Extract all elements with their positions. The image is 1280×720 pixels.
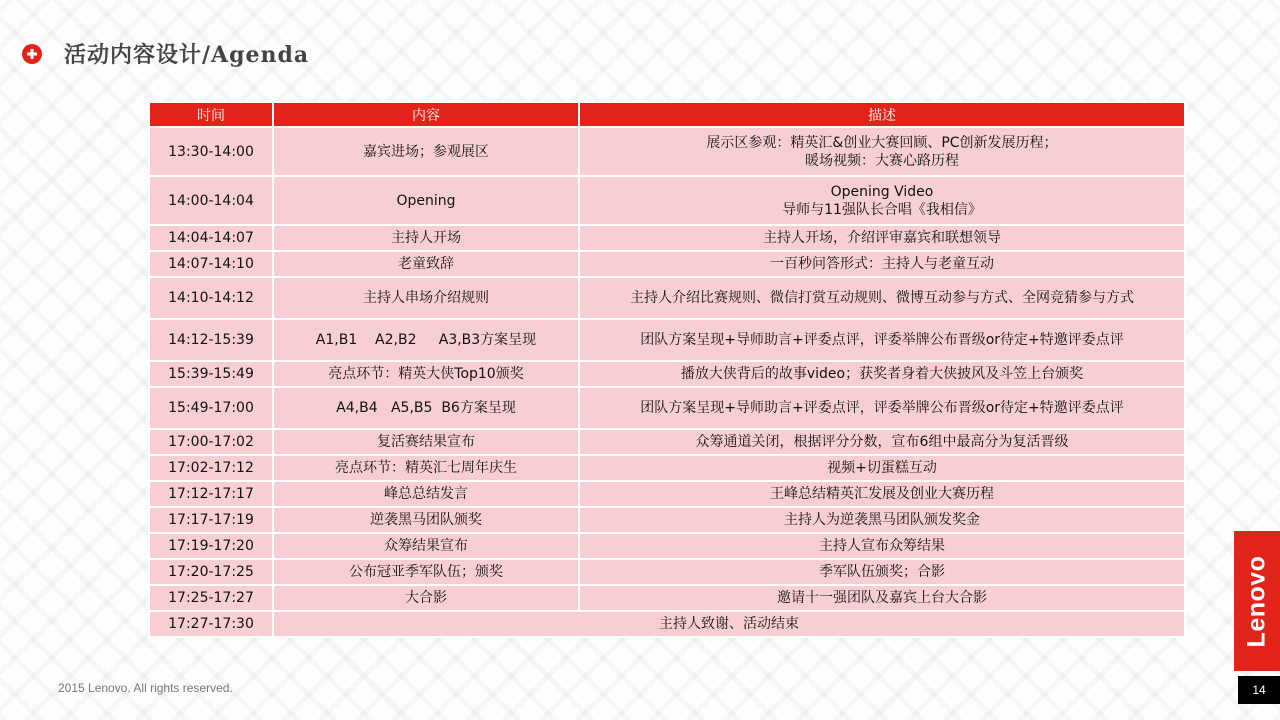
cell-content: 嘉宾进场；参观展区 — [273, 127, 579, 176]
cell-content: 老童致辞 — [273, 251, 579, 277]
description-line: 播放大侠背后的故事video；获奖者身着大侠披风及斗笠上台颁奖 — [680, 366, 1084, 382]
cell-time: 17:27-17:30 — [149, 611, 273, 637]
cell-content: 亮点环节：精英汇七周年庆生 — [273, 455, 579, 481]
cell-time: 17:02-17:12 — [149, 455, 273, 481]
table-row — [149, 251, 1185, 277]
column-header-content: 内容 — [273, 102, 579, 127]
table-header-row — [149, 102, 1185, 127]
cell-content: 大合影 — [273, 585, 579, 611]
description-line: 团队方案呈现+导师助言+评委点评，评委举牌公布晋级or待定+特邀评委点评 — [640, 400, 1124, 416]
column-header-description: 描述 — [579, 102, 1185, 127]
table-row — [149, 585, 1185, 611]
cell-description — [579, 277, 1185, 319]
cell-content: Opening — [273, 176, 579, 225]
cell-description — [579, 387, 1185, 429]
page-number: 14 — [1238, 676, 1280, 704]
cell-content: A4,B4 A5,B5 B6方案呈现 — [273, 387, 579, 429]
description-line: 一百秒问答形式：主持人与老童互动 — [770, 256, 994, 272]
cell-merged: 主持人致谢、活动结束 — [273, 611, 1185, 637]
lenovo-logo — [1234, 531, 1280, 671]
description-line: 团队方案呈现+导师助言+评委点评，评委举牌公布晋级or待定+特邀评委点评 — [640, 332, 1124, 348]
page-title: 活动内容设计/Agenda — [64, 42, 310, 68]
table-row — [149, 455, 1185, 481]
description-line: 众筹通道关闭，根据评分分数，宣布6组中最高分为复活晋级 — [695, 434, 1069, 450]
description-line: 展示区参观：精英汇&创业大赛回顾、PC创新发展历程； — [706, 134, 1058, 151]
cell-content: 公布冠亚季军队伍；颁奖 — [273, 559, 579, 585]
cell-description — [579, 585, 1185, 611]
cell-content: 复活赛结果宣布 — [273, 429, 579, 455]
agenda-body — [149, 127, 1185, 637]
copyright-text: 2015 Lenovo. All rights reserved. — [58, 681, 233, 695]
cell-description — [579, 429, 1185, 455]
cell-description — [579, 225, 1185, 251]
cell-time: 17:12-17:17 — [149, 481, 273, 507]
cell-content: A1,B1 A2,B2 A3,B3方案呈现 — [273, 319, 579, 361]
table-row — [149, 387, 1185, 429]
cell-content: 亮点环节：精英大侠Top10颁奖 — [273, 361, 579, 387]
title-bar — [22, 38, 309, 69]
cell-time: 14:12-15:39 — [149, 319, 273, 361]
table-row — [149, 429, 1185, 455]
cell-time: 13:30-14:00 — [149, 127, 273, 176]
table-row — [149, 176, 1185, 225]
cell-description — [579, 559, 1185, 585]
cell-time: 17:25-17:27 — [149, 585, 273, 611]
description-line: 邀请十一强团队及嘉宾上台大合影 — [777, 590, 987, 606]
table-row — [149, 533, 1185, 559]
cell-description — [579, 507, 1185, 533]
table-row — [149, 507, 1185, 533]
cell-time: 14:00-14:04 — [149, 176, 273, 225]
plus-circle-icon — [22, 44, 42, 64]
table-row — [149, 225, 1185, 251]
table-row — [149, 361, 1185, 387]
description-line: 王峰总结精英汇发展及创业大赛历程 — [770, 486, 994, 502]
description-line: 主持人开场，介绍评审嘉宾和联想领导 — [763, 230, 1001, 246]
cell-description — [579, 251, 1185, 277]
description-line: 视频+切蛋糕互动 — [827, 460, 937, 476]
description-line: 主持人介绍比赛规则、微信打赏互动规则、微博互动参与方式、全网竞猜参与方式 — [630, 290, 1134, 306]
table-row — [149, 127, 1185, 176]
description-line: 导师与11强队长合唱《我相信》 — [782, 201, 982, 218]
agenda-table — [148, 101, 1186, 638]
cell-time: 17:00-17:02 — [149, 429, 273, 455]
cell-content: 峰总总结发言 — [273, 481, 579, 507]
cell-time: 17:19-17:20 — [149, 533, 273, 559]
cell-content: 主持人串场介绍规则 — [273, 277, 579, 319]
cell-time: 14:10-14:12 — [149, 277, 273, 319]
cell-time: 15:49-17:00 — [149, 387, 273, 429]
description-line: 主持人宣布众筹结果 — [819, 538, 945, 554]
cell-content: 主持人开场 — [273, 225, 579, 251]
description-line: 暖场视频：大赛心路历程 — [805, 152, 959, 169]
lenovo-logo-text: Lenovo — [1242, 555, 1271, 647]
table-row — [149, 277, 1185, 319]
cell-description — [579, 361, 1185, 387]
cell-description — [579, 481, 1185, 507]
cell-description — [579, 176, 1185, 225]
column-header-time: 时间 — [149, 102, 273, 127]
table-row — [149, 481, 1185, 507]
cell-time: 14:04-14:07 — [149, 225, 273, 251]
cell-description — [579, 319, 1185, 361]
cell-description — [579, 533, 1185, 559]
cell-content: 逆袭黑马团队颁奖 — [273, 507, 579, 533]
cell-description — [579, 455, 1185, 481]
table-row — [149, 559, 1185, 585]
table-row — [149, 319, 1185, 361]
cell-description — [579, 127, 1185, 176]
table-row — [149, 611, 1185, 637]
description-line: Opening Video — [830, 183, 934, 200]
cell-time: 17:17-17:19 — [149, 507, 273, 533]
cell-time: 14:07-14:10 — [149, 251, 273, 277]
description-line: 主持人为逆袭黑马团队颁发奖金 — [784, 512, 980, 528]
description-line: 季军队伍颁奖；合影 — [819, 564, 945, 580]
cell-time: 17:20-17:25 — [149, 559, 273, 585]
cell-content: 众筹结果宣布 — [273, 533, 579, 559]
cell-time: 15:39-15:49 — [149, 361, 273, 387]
